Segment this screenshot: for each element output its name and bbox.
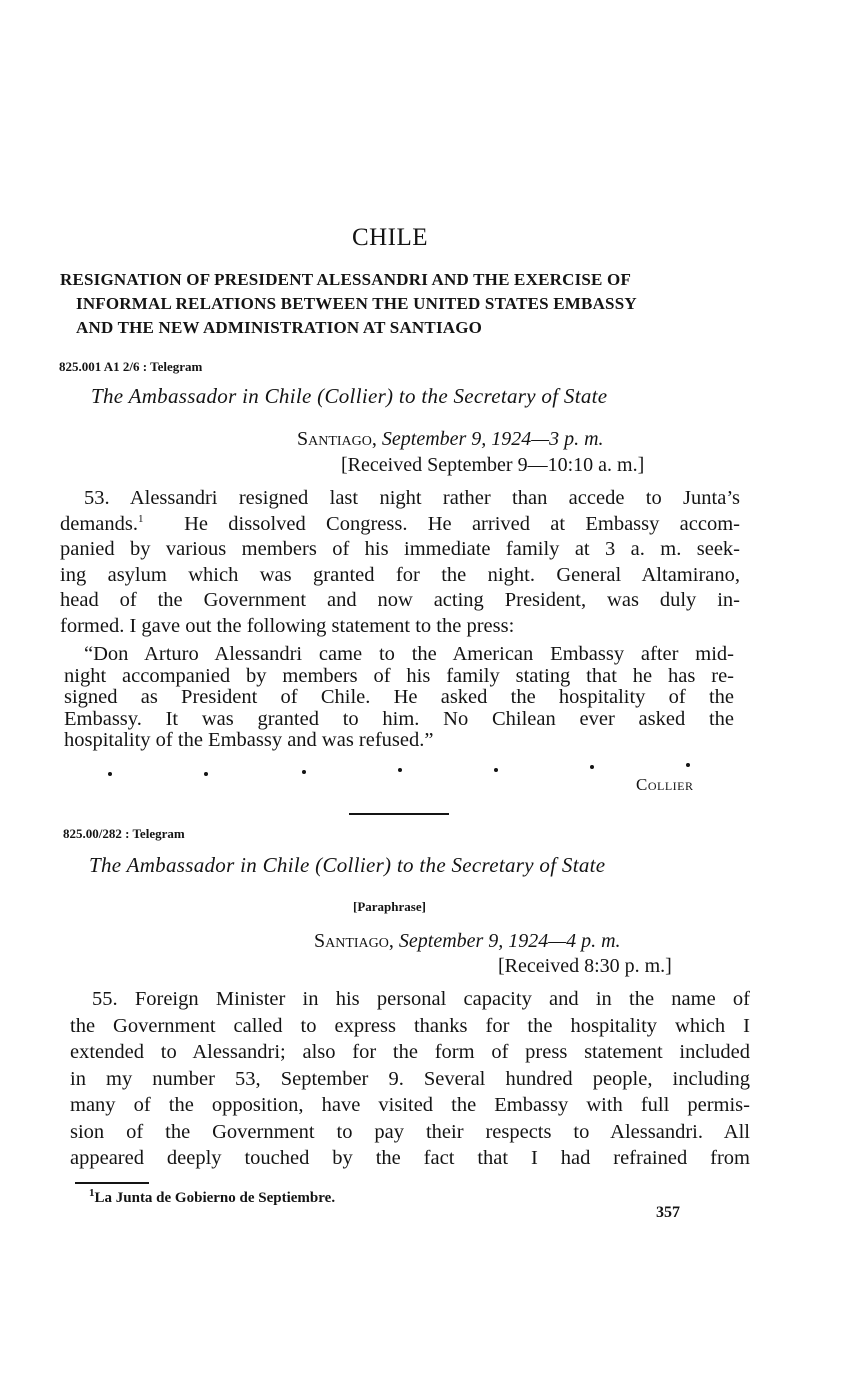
dateline-date: September 9, 1924—4 p. m.: [398, 930, 621, 952]
received-note: [Received September 9—10:10 a. m.]: [341, 454, 645, 476]
ellipsis-dot: [494, 768, 498, 772]
dateline: [314, 930, 621, 953]
file-number: 825.001 A1 2/6 : Telegram: [59, 359, 203, 374]
ellipsis-dot: [302, 770, 306, 774]
paragraph-line-start: demands.: [60, 512, 138, 535]
section-subtitle-line-1: RESIGNATION OF PRESIDENT ALESSANDRI AND THE EXERCISE OF: [60, 270, 632, 289]
footnote-text: La Junta de Gobierno de Septiembre.: [94, 1190, 336, 1206]
page-title: CHILE: [351, 224, 429, 251]
footnote: [89, 1187, 336, 1207]
telegram-paragraph: [60, 486, 740, 639]
paraphrase-label: [Paraphrase]: [353, 899, 426, 914]
paragraph-line: panied by various members of his immediate family at 3 a. m. seek-: [60, 538, 740, 560]
paragraph-line: head of the Government and now acting President, was duly in-: [60, 589, 740, 611]
dateline-place: Santiago,: [297, 428, 377, 450]
paragraph-line: 53. Alessandri resigned last night rather than accede to Junta’s: [84, 487, 740, 509]
ellipsis-dot: [590, 765, 594, 769]
dateline-place: Santiago,: [314, 930, 394, 952]
paragraph-line: the Government called to express thanks for the hospitality which I: [70, 1014, 750, 1037]
ellipsis-dot: [686, 763, 690, 767]
paragraph-line: extended to Alessandri; also for the form of press statement included: [70, 1041, 750, 1063]
footnote-rule: [75, 1182, 149, 1184]
paragraph-line: 55. Foreign Minister in his personal capacity and in the name of: [92, 988, 750, 1010]
signature: Collier: [636, 775, 694, 794]
ellipsis-dot: [204, 772, 208, 776]
paragraph-line: many of the opposition, have visited the Embassy with full permis-: [70, 1094, 750, 1116]
telegram-paragraph: [70, 986, 750, 1172]
paragraph-line: appeared deeply touched by the fact that I had refrained from: [70, 1147, 750, 1169]
footnote-marker: 1: [89, 1187, 95, 1199]
quote-line: “Don Arturo Alessandri came to the American Embassy after mid-: [84, 643, 734, 665]
quote-line: night accompanied by members of his family stating that he has re-: [64, 664, 734, 687]
dateline-date: September 9, 1924—3 p. m.: [381, 428, 604, 450]
ellipsis-dot: [108, 772, 112, 776]
section-subtitle-line-2: INFORMAL RELATIONS BETWEEN THE UNITED STATES EMBASSY: [76, 294, 637, 313]
dateline: [297, 428, 604, 451]
document-heading: The Ambassador in Chile (Collier) to the Secretary of State: [91, 384, 608, 408]
press-statement-quote: [64, 644, 734, 752]
quote-line: signed as President of Chile. He asked the hospitality of the: [64, 686, 734, 708]
document-heading: The Ambassador in Chile (Collier) to the Secretary of State: [89, 853, 606, 877]
paragraph-line: sion of the Government to pay their respects to Alessandri. All: [70, 1120, 750, 1143]
received-note: [Received 8:30 p. m.]: [498, 955, 672, 977]
paragraph-line: ing asylum which was granted for the night. General Altamirano,: [60, 563, 740, 586]
paragraph-line: [60, 512, 740, 538]
quote-line: Embassy. It was granted to him. No Chilean ever asked the: [64, 707, 734, 730]
paragraph-line: in my number 53, September 9. Several hundred people, including: [70, 1067, 750, 1090]
paragraph-line-end: He dissolved Congress. He arrived at Embassy accom-: [184, 512, 740, 535]
ellipsis-dot: [398, 768, 402, 772]
page-number: 357: [656, 1204, 680, 1221]
footnote-reference: 1: [138, 512, 144, 525]
section-divider: [349, 813, 449, 815]
quote-line: hospitality of the Embassy and was refused.”: [64, 729, 434, 751]
file-number: 825.00/282 : Telegram: [63, 826, 185, 841]
paragraph-line: formed. I gave out the following statement to the press:: [60, 614, 515, 637]
section-subtitle-line-3: AND THE NEW ADMINISTRATION AT SANTIAGO: [76, 318, 483, 337]
